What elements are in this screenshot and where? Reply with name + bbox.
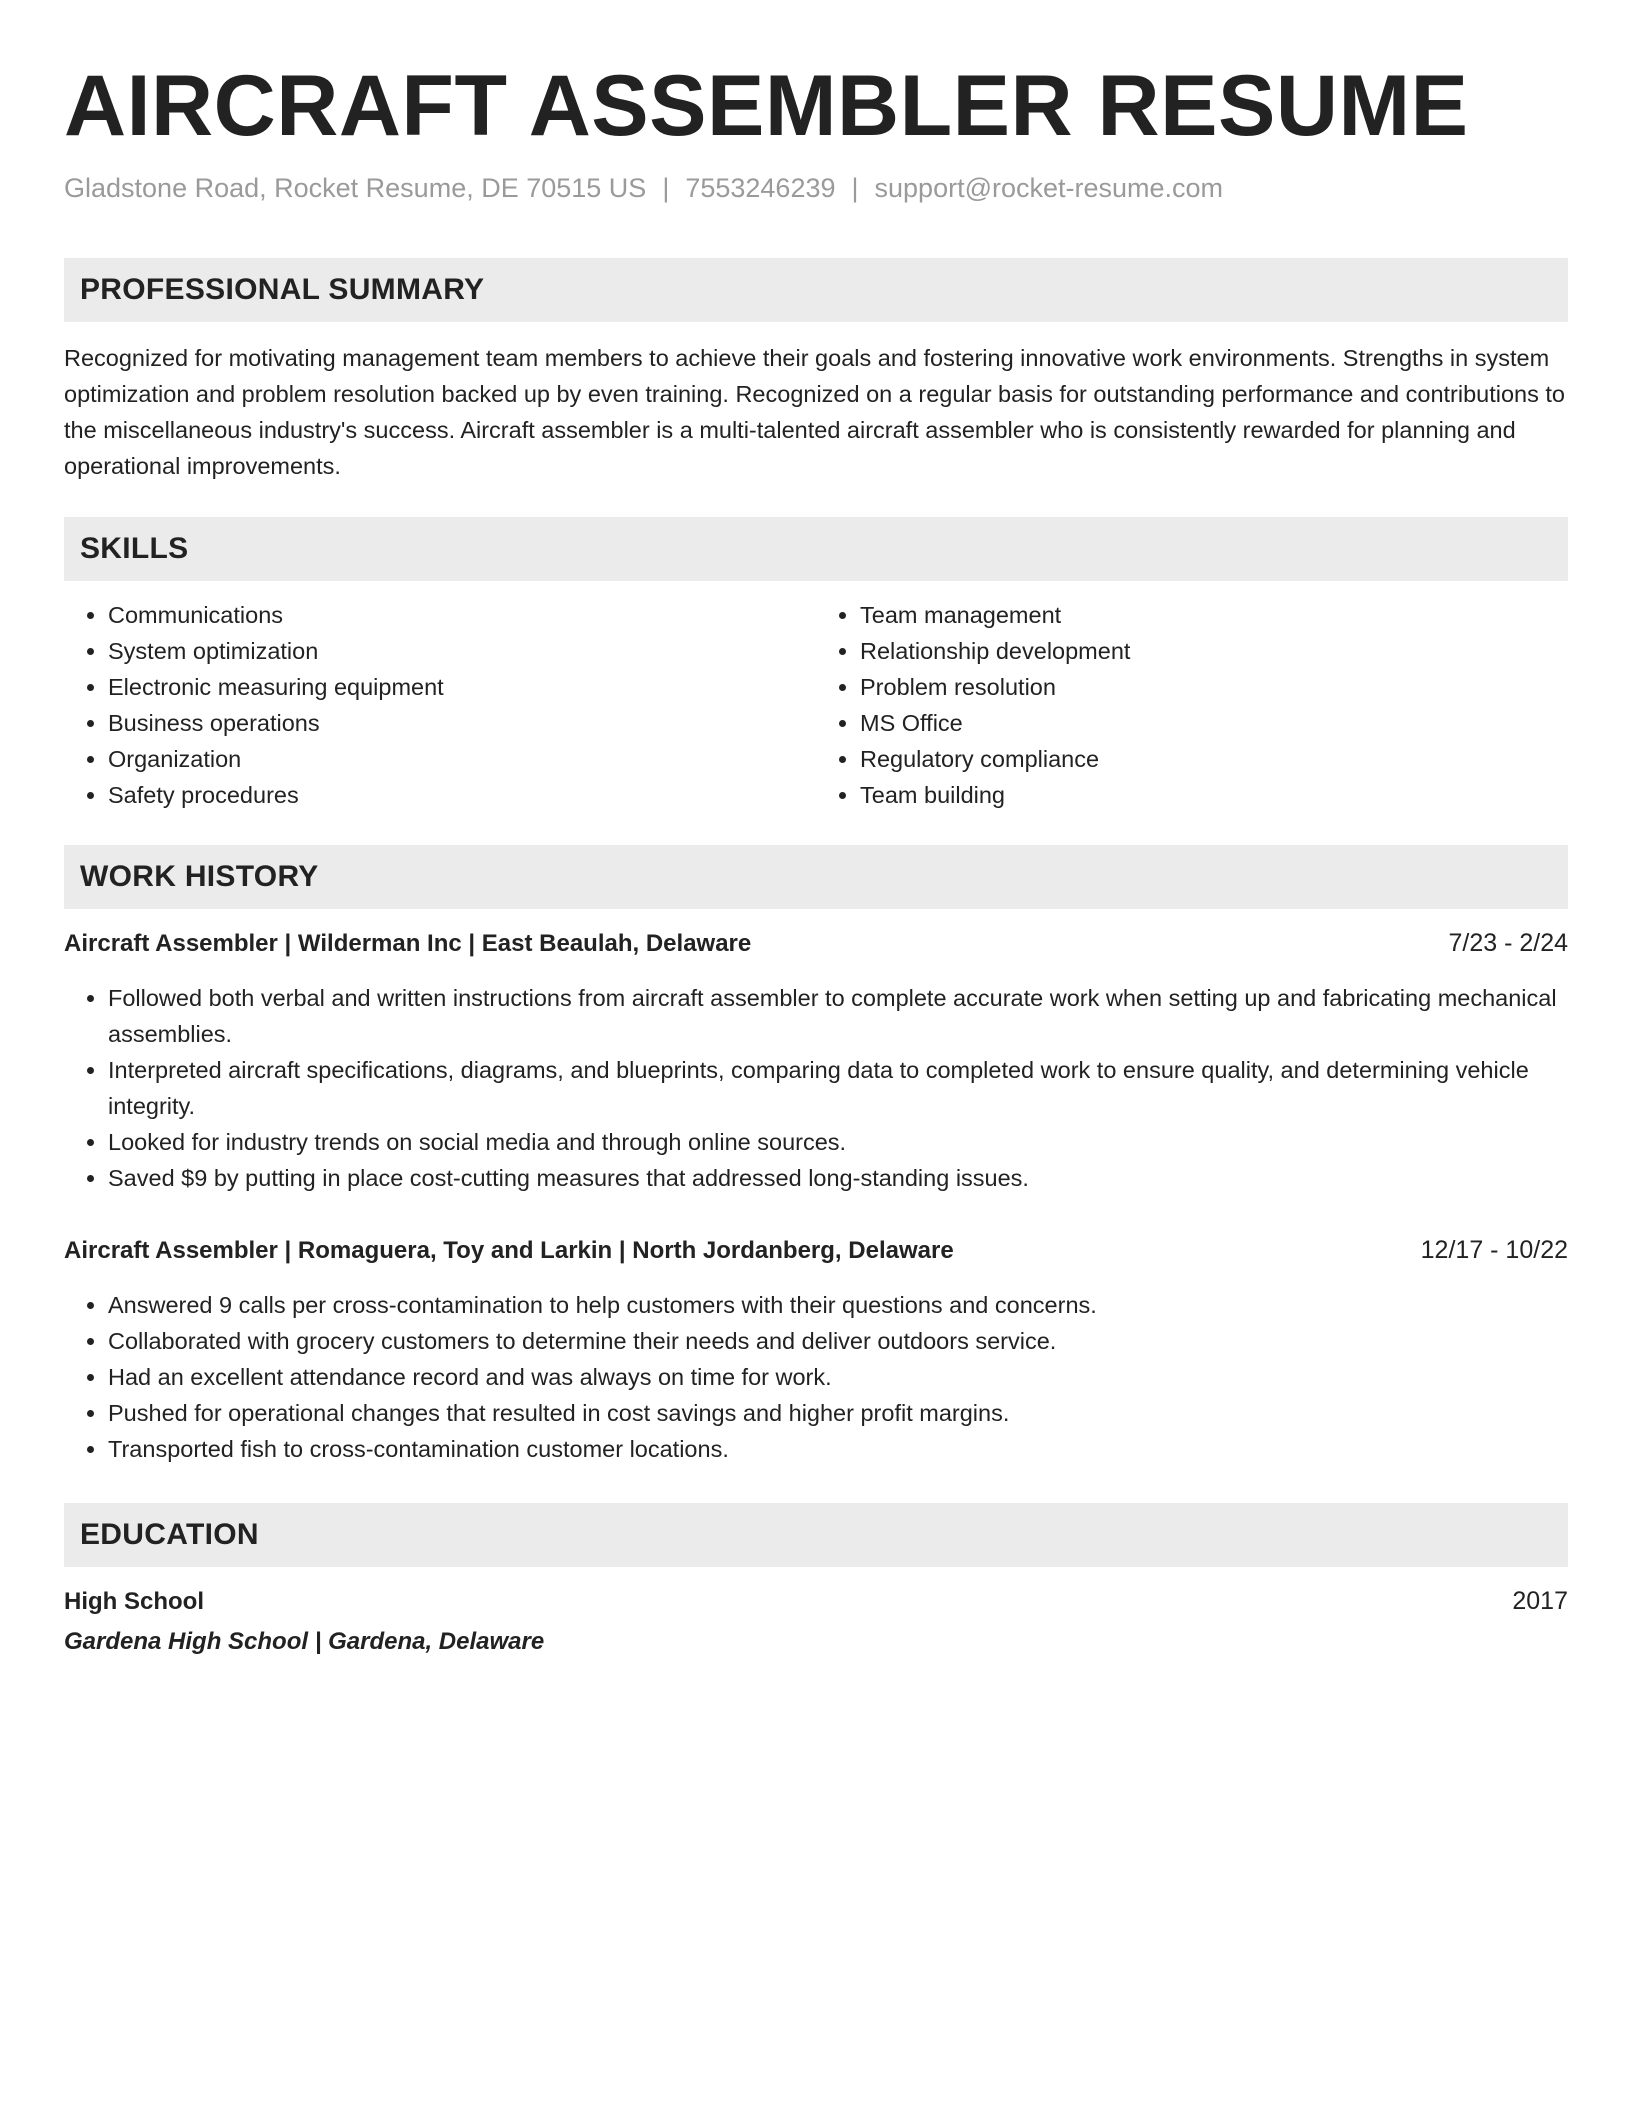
contact-line	[64, 170, 1568, 206]
contact-separator: |	[662, 173, 670, 203]
job-dates: 12/17 - 10/22	[1420, 1236, 1568, 1264]
skill-item: • MS Office	[860, 705, 1568, 741]
summary-text: Recognized for motivating management team members to achieve their goals and fostering innovative work environments. Strengths in system optimization and problem resolution backed up by even training. Recognized on a regular basis for outstanding performance and contributions to the miscellaneous industry's success. Aircraft assembler is a multi-talented aircraft assembler who is consistently rewarded for planning and operational improvements.	[64, 345, 1565, 479]
job-bullet: • Followed both verbal and written instructions from aircraft assembler to complete accurate work when setting up and fabricating mechanical assemblies.	[108, 980, 1568, 1052]
contact-address: Gladstone Road, Rocket Resume, DE 70515 US	[64, 173, 647, 203]
education-degree: High School	[64, 1588, 204, 1615]
job-bullet: • Answered 9 calls per cross-contamination to help customers with their questions and concerns.	[108, 1287, 1568, 1323]
skill-item: • Regulatory compliance	[860, 741, 1568, 777]
skill-item: • Relationship development	[860, 633, 1568, 669]
job-bullet: • Saved $9 by putting in place cost-cutting measures that addressed long-standing issues.	[108, 1160, 1568, 1196]
section-header-summary: PROFESSIONAL SUMMARY	[64, 258, 1568, 322]
section-header-skills: SKILLS	[64, 517, 1568, 581]
job-bullet: • Interpreted aircraft specifications, diagrams, and blueprints, comparing data to completed work to ensure quality, and determining vehicle integrity.	[108, 1052, 1568, 1124]
job-heading-row	[64, 1232, 1568, 1269]
skills-list-left	[64, 597, 816, 813]
skill-item: • Communications	[108, 597, 816, 633]
skill-item: • System optimization	[108, 633, 816, 669]
job-bullet: • Had an excellent attendance record and was always on time for work.	[108, 1359, 1568, 1395]
job-bullet: • Collaborated with grocery customers to determine their needs and deliver outdoors service.	[108, 1323, 1568, 1359]
skill-item: • Team building	[860, 777, 1568, 813]
skill-item: • Problem resolution	[860, 669, 1568, 705]
skill-item: • Electronic measuring equipment	[108, 669, 816, 705]
job-dates: 7/23 - 2/24	[1448, 929, 1568, 957]
skill-item: • Safety procedures	[108, 777, 816, 813]
resume-title: AIRCRAFT ASSEMBLER RESUME	[64, 58, 1469, 154]
job-title: Aircraft Assembler | Romaguera, Toy and Larkin | North Jordanberg, Delaware	[64, 1237, 954, 1264]
education-year: 2017	[1512, 1587, 1568, 1615]
skill-item: • Organization	[108, 741, 816, 777]
skills-grid	[64, 597, 1568, 813]
contact-email: support@rocket-resume.com	[874, 173, 1224, 203]
job-heading-row	[64, 925, 1568, 962]
job-bullets	[64, 980, 1568, 1196]
skill-item: • Team management	[860, 597, 1568, 633]
job-bullet: • Looked for industry trends on social media and through online sources.	[108, 1124, 1568, 1160]
skills-list-right	[816, 597, 1568, 813]
skill-item: • Business operations	[108, 705, 816, 741]
job-bullet: • Pushed for operational changes that resulted in cost savings and higher profit margins.	[108, 1395, 1568, 1431]
job-bullets	[64, 1287, 1568, 1467]
section-header-work-history: WORK HISTORY	[64, 845, 1568, 909]
contact-separator: |	[851, 173, 859, 203]
contact-phone: 7553246239	[685, 173, 836, 203]
job-title: Aircraft Assembler | Wilderman Inc | East Beaulah, Delaware	[64, 930, 752, 957]
job-bullet: • Transported fish to cross-contamination customer locations.	[108, 1431, 1568, 1467]
section-header-education: EDUCATION	[64, 1503, 1568, 1567]
education-heading-row	[64, 1583, 1568, 1620]
education-school: Gardena High School | Gardena, Delaware	[64, 1628, 545, 1655]
